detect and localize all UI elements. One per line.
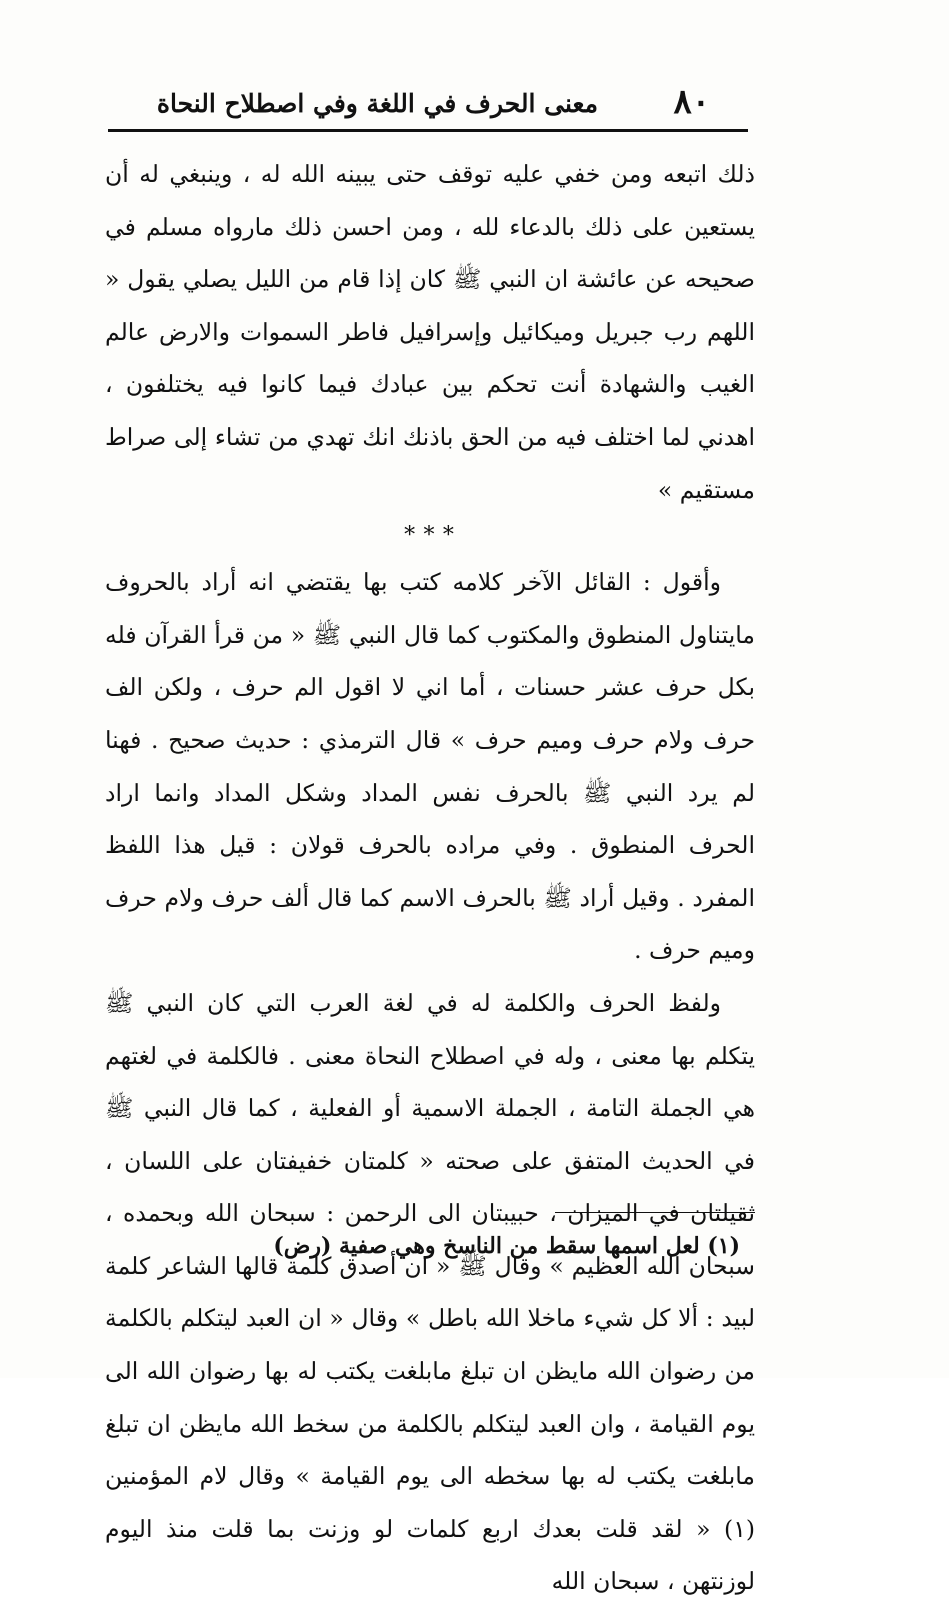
- page-number: ٨٠: [673, 82, 710, 122]
- running-title: معنى الحرف في اللغة وفي اصطلاح النحاة: [156, 89, 598, 118]
- section-separator: * * *: [404, 523, 456, 549]
- header-rule: [108, 129, 748, 132]
- footnote: (١) لعل اسمها سقط من الناسخ وهي صفية (رض): [273, 1233, 740, 1259]
- page-header: [108, 78, 748, 128]
- main-text: [105, 148, 755, 1608]
- paragraph-word-meaning: ولفظ الحرف والكلمة له في لغة العرب التي كان النبي ﷺ يتكلم بها معنى ، وله في اصطلاح النحاة معنى . فالكلمة في لغتهم هي الجملة التامة ، الجملة الاسمية أو الفعلية ، كما قال النبي ﷺ في الحديث المتفق على صحته « كلمتان خفيفتان على اللسان ، ثقيلتان في الميزان ، حبيبتان الى الرحمن : سبحان الله وبحمده ، سبحان الله العظيم » وقال ﷺ « ان أصدق كلمة قالها الشاعر كلمة لبيد : ألا كل شيء ماخلا الله باطل » وقال « ان العبد ليتكلم بالكلمة من رضوان الله مايظن ان تبلغ مابلغت يكتب له بها رضوان الله الى يوم القيامة ، وان العبد ليتكلم بالكلمة من سخط الله مايظن ان تبلغ مابلغت يكتب له بها سخطه الى يوم القيامة » وقال لام المؤمنين (١) « لقد قلت بعدك اربع كلمات لو وزنت بما قلت منذ اليوم لوزنتهن ، سبحان الله: [105, 988, 755, 1596]
- paragraph-continuation: ذلك اتبعه ومن خفي عليه توقف حتى يبينه الله له ، وينبغي له أن يستعين على ذلك بالدعاء لله ، ومن احسن ذلك مارواه مسلم في صحيحه عن عائشة ان النبي ﷺ كان إذا قام من الليل يصلي يقول « اللهم رب جبريل وميكائيل وإسرافيل فاطر السموات والارض عالم الغيب والشهادة أنت تحكم بين عبادك فيما كانوا فيه يختلفون ، اهدني لما اختلف فيه من الحق باذنك انك تهدي من تشاء إلى صراط مستقيم »: [105, 160, 755, 504]
- footnote-rule: [555, 1212, 755, 1213]
- paragraph-letters: وأقول : القائل الآخر كلامه كتب بها يقتضي انه أراد بالحروف مايتناول المنطوق والمكتوب كما قال النبي ﷺ « من قرأ القرآن فله بكل حرف عشر حسنات ، أما اني لا اقول الم حرف ، ولكن الف حرف ولام حرف وميم حرف » قال الترمذي : حديث صحيح . فهنا لم يرد النبي ﷺ بالحرف نفس المداد وشكل المداد وانما اراد الحرف المنطوق . وفي مراده بالحرف قولان : قيل هذا اللفظ المفرد . وقيل أراد ﷺ بالحرف الاسم كما قال ألف حرف ولام حرف وميم حرف .: [105, 568, 755, 965]
